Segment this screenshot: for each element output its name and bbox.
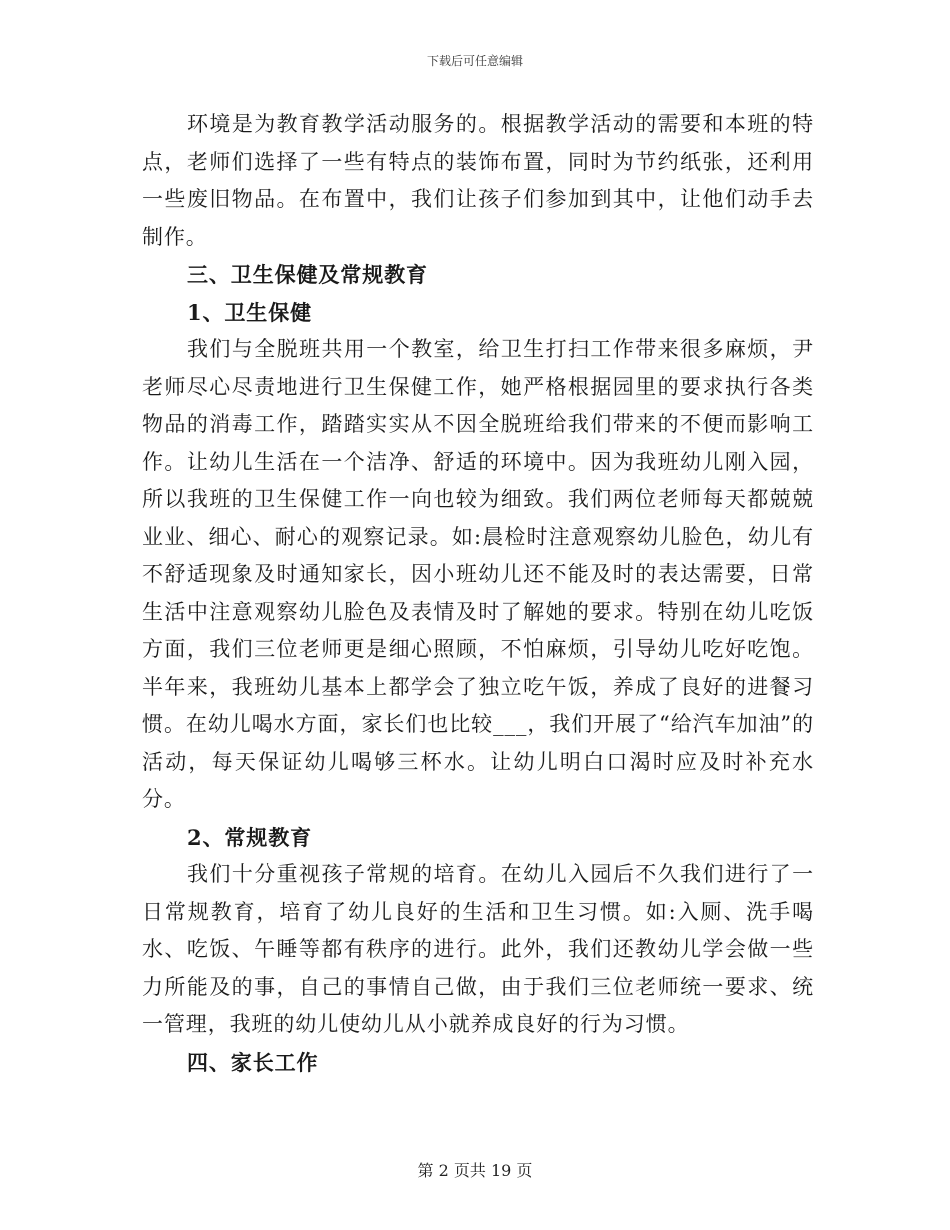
paragraph-environment: 环境是为教育教学活动服务的。根据教学活动的需要和本班的特点，老师们选择了一些有特点的装饰布置，同时为节约纸张，还利用一些废旧物品。在布置中，我们让孩子们参加到其中，让他们动手去制作。 <box>142 112 814 249</box>
paragraph-hygiene: 我们与全脱班共用一个教室，给卫生打扫工作带来很多麻烦，尹老师尽心尽责地进行卫生保健工作，她严格根据园里的要求执行各类物品的消毒工作，踏踏实实从不因全脱班给我们带来的不便而影响工作。让幼儿生活在一个洁净、舒适的环境中。因为我班幼儿刚入园，所以我班的卫生保健工作一向也较为细致。我们两位老师每天都兢兢业业、细心、耐心的观察记录。如:晨检时注意观察幼儿脸色，幼儿有不舒适现象及时通知家长，因小班幼儿还不能及时的表达需要，日常生活中注意观察幼儿脸色及表情及时了解她的要求。特别在幼儿吃饭方面，我们三位老师更是细心照顾，不怕麻烦，引导幼儿吃好吃饱。半年来，我班幼儿基本上都学会了独立吃午饭，养成了良好的进餐习惯。在幼儿喝水方面，家长们也比较___，我们开展了“给汽车加油”的活动，每天保证幼儿喝够三杯水。让幼儿明白口渴时应及时补充水分。 <box>142 337 814 811</box>
page-number-footer: 第 2 页共 19 页 <box>417 1161 533 1180</box>
document-body <box>142 106 814 1081</box>
section-heading-hygiene-routine: 三、卫生保健及常规教育 <box>187 262 428 287</box>
paragraph-routine-education: 我们十分重视孩子常规的培育。在幼儿入园后不久我们进行了一日常规教育，培育了幼儿良好的生活和卫生习惯。如:入厕、洗手喝水、吃饭、午睡等都有秩序的进行。此外，我们还教幼儿学会做一些力所能及的事，自己的事情自己做，由于我们三位老师统一要求、统一管理，我班的幼儿使幼儿从小就养成良好的行为习惯。 <box>142 862 814 1036</box>
subheading-routine-education: 2、常规教育 <box>187 824 313 850</box>
page-header: 下载后可任意编辑 <box>426 54 523 68</box>
section-heading-parent-work: 四、家长工作 <box>187 1049 319 1075</box>
subheading-hygiene: 1、卫生保健 <box>187 299 313 325</box>
